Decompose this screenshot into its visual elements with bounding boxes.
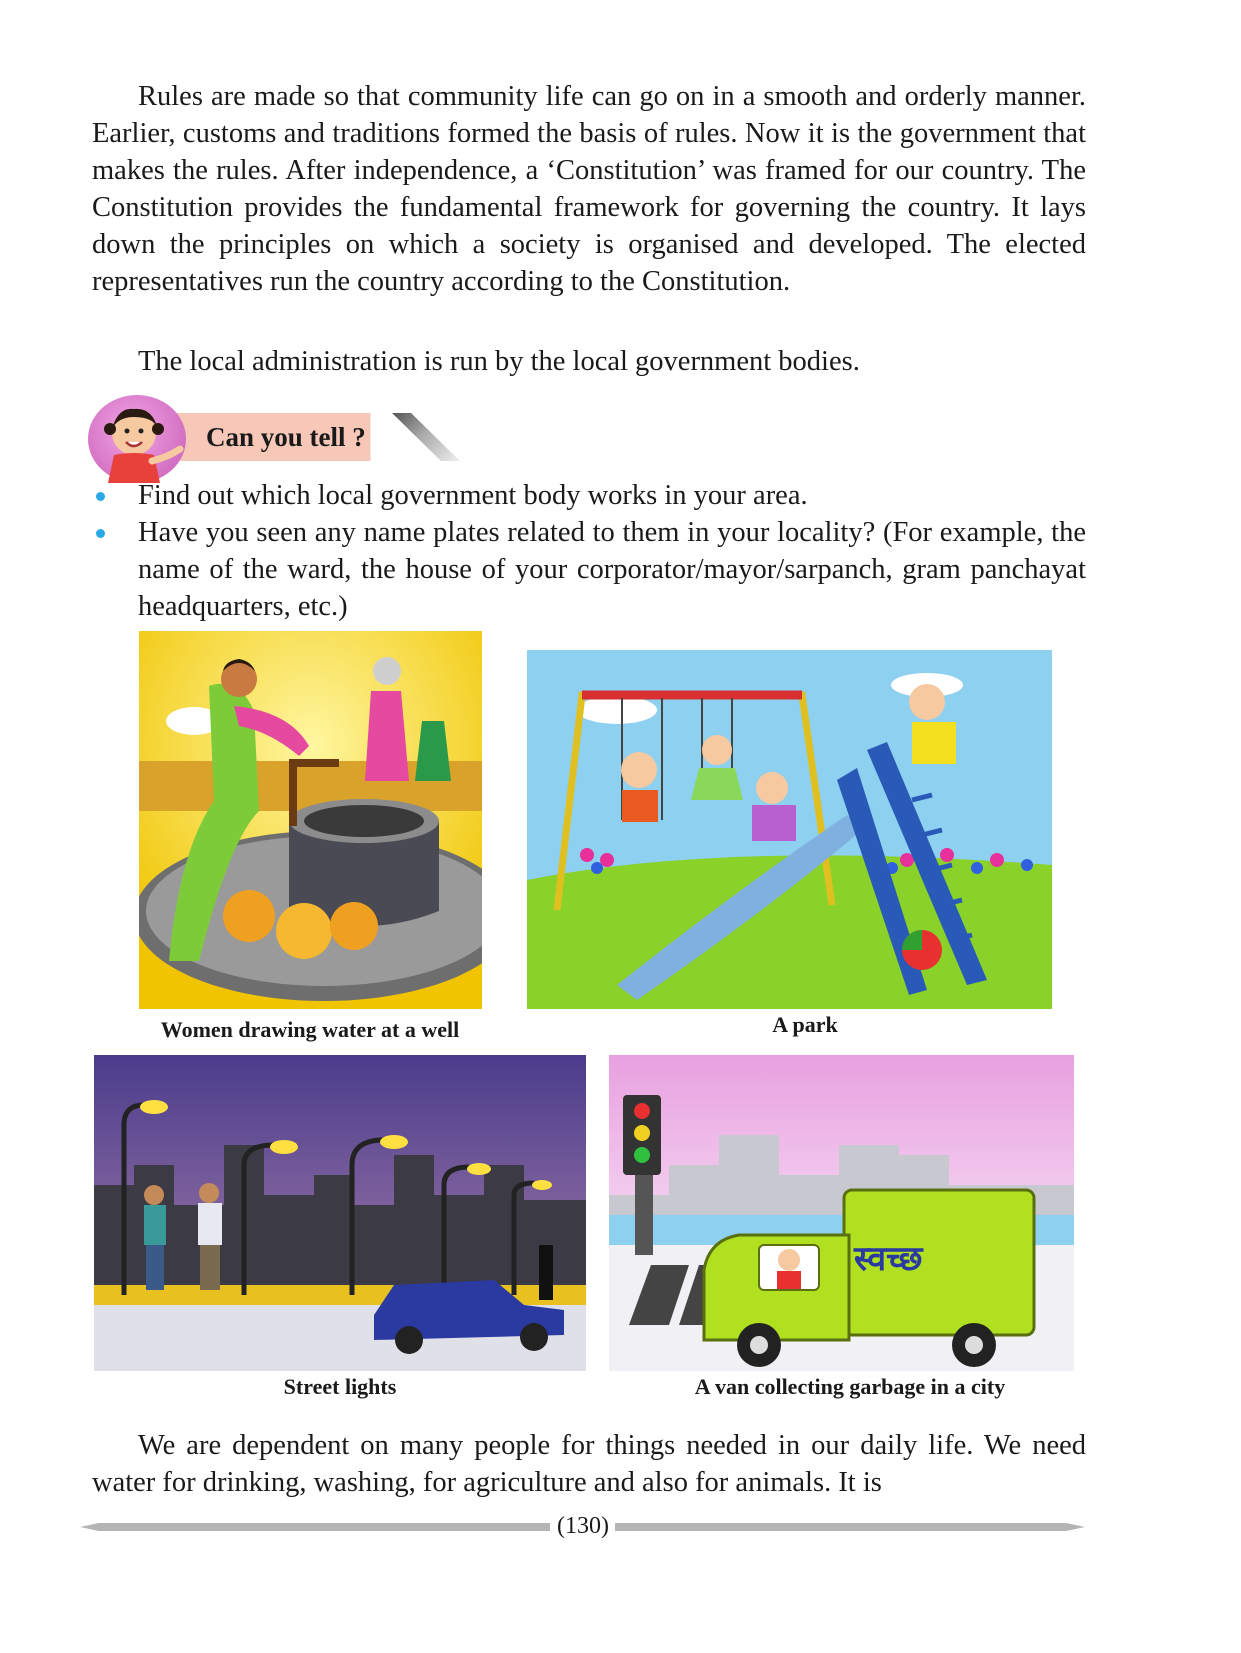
intro-paragraph: Rules are made so that community life can go on in a smooth and orderly manner. Earlier, customs and traditions formed the basis of rules. Now it is the government that makes the rules. After independence, a ‘Constitution’ was framed for our country. The Constitution provides the fundamental framework for governing the country. It lays down the principles on which a society is organised and developed. The elected representatives run the country according to the Constitution.: [92, 81, 1086, 297]
local-admin-paragraph: The local administration is run by the local government bodies.: [138, 346, 860, 377]
can-you-tell-label: Can you tell ?: [206, 422, 366, 452]
girl-pointing-icon: [88, 395, 186, 483]
street-lights-caption: Street lights: [283, 1374, 397, 1399]
well-caption: Women drawing water at a well: [160, 1017, 460, 1042]
street-lights-illustration: [94, 1055, 586, 1371]
page-number: (130): [557, 1513, 609, 1539]
van-lettering: स्वच्छ: [854, 1239, 923, 1279]
bullet-icon: [96, 529, 105, 538]
list-item-text: Have you seen any name plates related to them in your locality? (For example, the name of the ward, the house of your corporator/mayor/sarpanch, gram panchayat headquarters, etc.): [138, 517, 1086, 622]
park-caption: A park: [772, 1012, 838, 1037]
dependence-paragraph: We are dependent on many people for things needed in our daily life. We need water for drinking, washing, for agriculture and also for animals. It is: [92, 1430, 1086, 1498]
activity-list: [92, 477, 1086, 625]
well-illustration: [139, 631, 482, 1009]
list-item: [92, 514, 1086, 625]
garbage-van-illustration: [609, 1055, 1074, 1371]
garbage-van-caption: A van collecting garbage in a city: [694, 1374, 1006, 1399]
footer-rule-right: [615, 1523, 1085, 1531]
list-item-text: Find out which local government body works in your area.: [138, 480, 808, 511]
park-illustration: [527, 650, 1052, 1009]
footer-rule-left: [80, 1523, 550, 1531]
list-item: [92, 477, 1086, 514]
bullet-icon: [96, 492, 105, 501]
